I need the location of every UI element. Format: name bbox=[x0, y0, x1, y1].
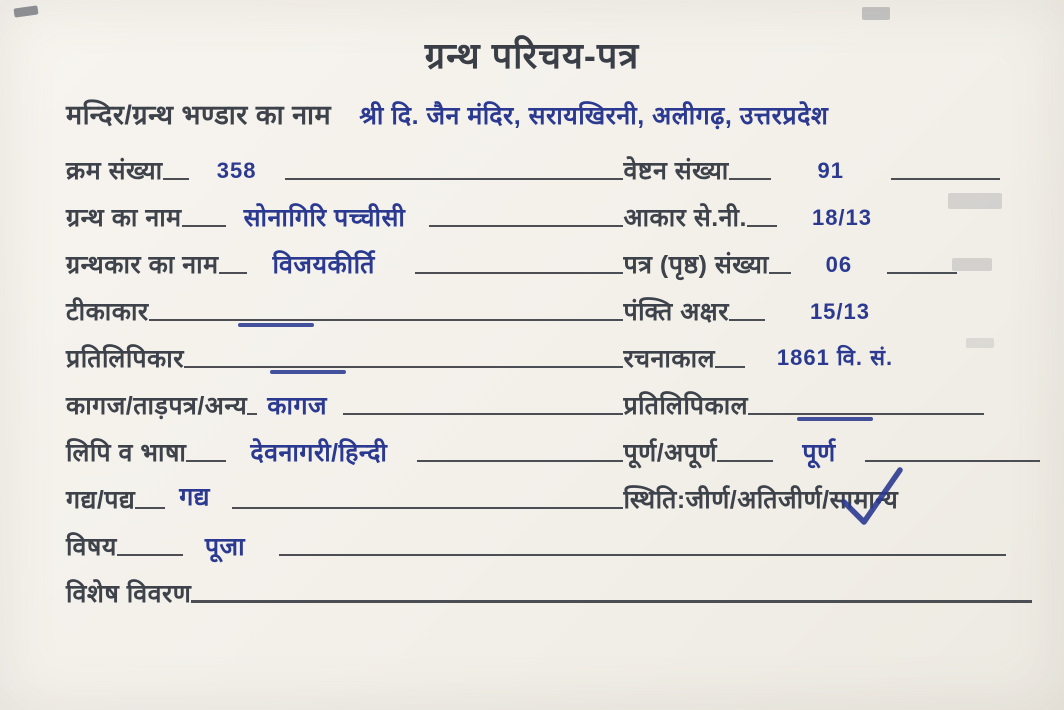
rule-line bbox=[285, 178, 612, 180]
rule-line bbox=[415, 272, 612, 274]
blank-mark bbox=[270, 370, 346, 374]
field-label: आकार से.नी. bbox=[623, 204, 747, 232]
field-row-veshtan-sankhya bbox=[611, 146, 1040, 193]
rule-line bbox=[611, 178, 623, 180]
field-label: क्रम संख्या bbox=[66, 157, 163, 185]
field-value: विजयकीर्ति bbox=[272, 251, 375, 279]
scan-artifact bbox=[966, 338, 994, 348]
field-value: सोनागिरि पच्चीसी bbox=[243, 204, 406, 232]
rule-line bbox=[163, 178, 189, 180]
field-label: विशेष विवरण bbox=[66, 580, 192, 608]
field-value: कागज bbox=[267, 392, 328, 420]
rule-line bbox=[611, 413, 623, 415]
rule-line bbox=[343, 413, 611, 415]
field-label: पूर्ण/अपूर्ण bbox=[623, 439, 718, 467]
field-value: गद्य bbox=[179, 483, 211, 511]
rule-line bbox=[748, 413, 984, 415]
field-label: रचनाकाल bbox=[623, 345, 716, 373]
rule-line bbox=[865, 460, 1040, 462]
field-label: लिपि व भाषा bbox=[66, 439, 187, 467]
field-value: श्री दि. जैन मंदिर, सरायखिरनी, अलीगढ़, उत्तरप्रदेश bbox=[359, 102, 829, 130]
rule-line bbox=[149, 319, 612, 321]
rule-line bbox=[891, 178, 1000, 180]
bottom-rows bbox=[0, 522, 1064, 616]
field-label: ग्रन्थकार का नाम bbox=[66, 251, 219, 279]
field-value: देवनागरी/हिन्दी bbox=[250, 439, 388, 467]
field-row-pratilipikar bbox=[66, 334, 611, 381]
rule-line bbox=[729, 178, 771, 180]
field-row-kram-sankhya bbox=[66, 146, 611, 193]
rule-line bbox=[747, 225, 777, 227]
field-value: पूर्ण bbox=[802, 439, 836, 467]
field-label: गद्य/पद्य bbox=[66, 486, 136, 514]
scan-artifact bbox=[862, 7, 890, 20]
blank-mark bbox=[238, 323, 314, 327]
rule-line bbox=[135, 507, 165, 509]
field-label: सामान्य bbox=[829, 486, 899, 514]
field-value: पूजा bbox=[204, 533, 246, 561]
rule-line bbox=[184, 366, 611, 368]
field-label: टीकाकार bbox=[66, 298, 149, 326]
field-label: प्रतिलिपिकार bbox=[66, 345, 184, 373]
field-label: ग्रन्थ का नाम bbox=[66, 204, 182, 232]
scan-artifact bbox=[952, 258, 992, 271]
left-column bbox=[66, 146, 611, 522]
rule-line bbox=[611, 319, 623, 321]
field-row-lipi-bhasha bbox=[66, 428, 611, 475]
field-value: 358 bbox=[216, 158, 257, 183]
field-row-vishay bbox=[66, 522, 1040, 569]
field-row-vishesh-vivran bbox=[66, 569, 1040, 616]
field-row-mandir-name bbox=[0, 79, 1064, 138]
rule-line bbox=[219, 272, 247, 274]
field-label: पत्र (पृष्ठ) संख्या bbox=[623, 251, 769, 279]
field-row-purn-apurn bbox=[611, 428, 1040, 475]
field-value: 18/13 bbox=[811, 205, 873, 230]
field-row-sthiti bbox=[611, 475, 1040, 522]
field-row-gadya-padya bbox=[66, 475, 611, 522]
rule-line bbox=[729, 319, 765, 321]
rule-line bbox=[769, 272, 791, 274]
rule-line bbox=[611, 507, 623, 509]
rule-line bbox=[611, 225, 623, 227]
rule-line bbox=[429, 225, 611, 227]
field-row-pankti-akshar bbox=[611, 287, 1040, 334]
blank-mark bbox=[797, 417, 873, 421]
field-label: स्थिति:जीर्ण/अतिजीर्ण/ bbox=[623, 486, 830, 514]
rule-line bbox=[887, 272, 957, 274]
rule-line bbox=[186, 460, 226, 462]
field-row-kagaj-tadpatra bbox=[66, 381, 611, 428]
rule-line bbox=[417, 460, 611, 462]
rule-line bbox=[232, 507, 611, 509]
field-row-granthkar-naam bbox=[66, 240, 611, 287]
field-value: 1861 वि. सं. bbox=[776, 345, 894, 370]
field-value: 15/13 bbox=[809, 299, 870, 324]
rule-line bbox=[611, 366, 623, 368]
rule-line bbox=[717, 460, 773, 462]
field-value: 06 bbox=[825, 252, 853, 277]
rule-line bbox=[715, 366, 745, 368]
rule-line bbox=[611, 272, 623, 274]
field-label: विषय bbox=[66, 533, 117, 561]
field-value: 91 bbox=[817, 158, 844, 183]
field-label: प्रतिलिपिकाल bbox=[623, 392, 749, 420]
condition-option-samanya bbox=[830, 482, 899, 522]
fields-grid bbox=[0, 138, 1064, 522]
rule-line bbox=[279, 554, 1006, 556]
rule-line bbox=[182, 225, 226, 227]
field-label: कागज/ताड़पत्र/अन्य bbox=[66, 392, 248, 420]
rule-line bbox=[117, 554, 183, 556]
field-row-tikakar bbox=[66, 287, 611, 334]
rule-line bbox=[611, 460, 623, 462]
field-label: मन्दिर/ग्रन्थ भण्डार का नाम bbox=[66, 100, 332, 130]
page-title: ग्रन्थ परिचय-पत्र bbox=[424, 35, 640, 76]
field-row-granth-naam bbox=[66, 193, 611, 240]
rule-line bbox=[191, 600, 1032, 603]
field-row-pratilipikaal bbox=[611, 381, 1040, 428]
field-label: वेष्टन संख्या bbox=[623, 157, 729, 185]
scan-artifact bbox=[948, 193, 1002, 209]
field-label: पंक्ति अक्षर bbox=[623, 298, 729, 326]
rule-line bbox=[247, 413, 257, 415]
